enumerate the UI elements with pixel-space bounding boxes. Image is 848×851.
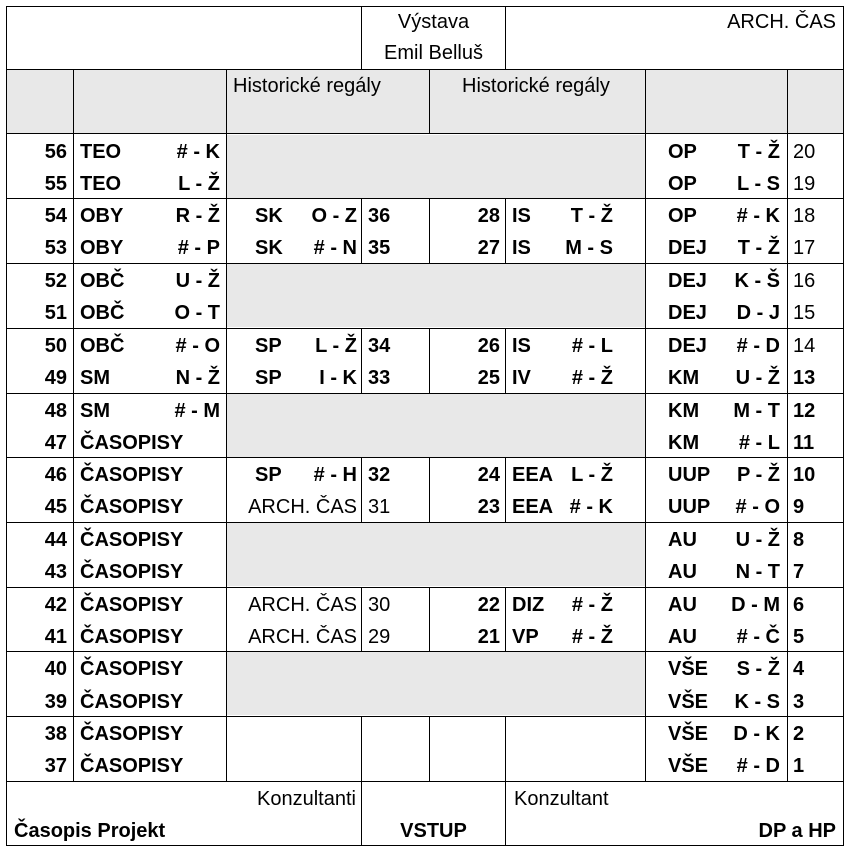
shelf-label-left: ČASOPISY <box>80 432 184 454</box>
shelf-range-inner: # - Ž <box>571 594 613 616</box>
shelf-range-mid: L - Ž <box>315 335 357 357</box>
shelf-range-inner: T - Ž <box>570 205 613 227</box>
table-row <box>0 722 848 748</box>
table-row <box>0 236 848 262</box>
shelf-range-right: U - Ž <box>735 529 780 551</box>
shelf-number-inner: 24 <box>477 464 500 486</box>
shelf-range-inner: # - Ž <box>571 626 613 648</box>
shelf-label-left: OBČ <box>80 302 125 324</box>
casopis-projekt-label: Časopis Projekt <box>14 820 166 842</box>
exhibit-title-line2: Emil Belluš <box>384 42 483 64</box>
shelf-label-inner: DIZ <box>512 594 545 616</box>
shelf-number-right: 20 <box>793 141 816 163</box>
grid-line <box>6 393 844 394</box>
shelf-range-inner: M - S <box>565 237 613 259</box>
shelf-number-left: 54 <box>44 205 67 227</box>
shelf-label-mid: SP <box>255 335 282 357</box>
shelf-range-right: N - T <box>735 561 780 583</box>
shelf-range-mid: I - K <box>319 367 357 389</box>
shelf-range-left: O - T <box>174 302 220 324</box>
shelf-number-left: 44 <box>44 529 67 551</box>
grid-line <box>6 263 844 264</box>
shelf-number-inner: 25 <box>477 367 500 389</box>
consultant-label: Konzultant <box>514 788 609 810</box>
table-row <box>0 625 848 651</box>
grid-line <box>6 198 844 199</box>
shelf-label-inner: EEA <box>512 496 554 518</box>
shelf-label-left: ČASOPISY <box>80 594 184 616</box>
shelf-number-left: 40 <box>44 658 67 680</box>
shelf-label-left: ČASOPISY <box>80 626 184 648</box>
shelf-label-mid: SK <box>255 205 283 227</box>
shelf-range-right: K - Š <box>734 270 780 292</box>
shelf-label-right: VŠE <box>668 691 709 713</box>
shelf-number-right: 8 <box>793 529 805 551</box>
table-row <box>0 560 848 586</box>
shelf-label-right: AU <box>668 626 697 648</box>
shelf-label-right: VŠE <box>668 723 709 745</box>
shelf-range-right: U - Ž <box>735 367 780 389</box>
grid-line <box>6 328 844 329</box>
table-row <box>0 172 848 198</box>
grid-line <box>6 6 844 7</box>
shelf-number-right: 2 <box>793 723 805 745</box>
table-row <box>0 754 848 780</box>
shelf-number-mid: 36 <box>368 205 391 227</box>
shelf-range-inner: # - L <box>571 335 613 357</box>
shelf-range-right: # - D <box>736 335 780 357</box>
shelf-number-right: 1 <box>793 755 805 777</box>
shelf-number-right: 17 <box>793 237 816 259</box>
shelf-number-left: 55 <box>44 173 67 195</box>
shelf-number-inner: 28 <box>477 205 500 227</box>
shelf-number-left: 47 <box>44 432 67 454</box>
shelf-label-left: ČASOPISY <box>80 755 184 777</box>
grid-line <box>6 457 844 458</box>
historic-shelves-left: Historické regály <box>233 75 381 97</box>
shelf-label-mid: SP <box>255 464 282 486</box>
shelf-label-right: KM <box>668 367 700 389</box>
shelf-range-left: L - Ž <box>178 173 220 195</box>
shelf-number-right: 7 <box>793 561 805 583</box>
table-row <box>0 463 848 489</box>
shelf-label-left: ČASOPISY <box>80 561 184 583</box>
shelf-number-mid: 30 <box>368 594 391 616</box>
shelf-range-right: S - Ž <box>736 658 780 680</box>
grid-line <box>6 69 844 70</box>
grid-line <box>6 587 844 588</box>
shelf-number-right: 11 <box>793 432 815 454</box>
shelf-label-mid: ARCH. ČAS <box>248 496 357 518</box>
shelf-range-left: # - P <box>177 237 220 259</box>
shelf-number-inner: 21 <box>477 626 500 648</box>
shelf-range-right: K - S <box>734 691 780 713</box>
shelf-label-right: DEJ <box>668 237 707 259</box>
table-row <box>0 334 848 360</box>
shelf-label-right: DEJ <box>668 335 707 357</box>
shelf-number-mid: 34 <box>368 335 391 357</box>
shelf-label-right: AU <box>668 529 697 551</box>
shelf-number-left: 38 <box>44 723 67 745</box>
shelf-range-mid: O - Z <box>311 205 357 227</box>
shelf-label-right: OP <box>668 205 697 227</box>
shelf-range-right: D - K <box>733 723 780 745</box>
shelf-number-mid: 29 <box>368 626 391 648</box>
shelf-range-right: P - Ž <box>737 464 780 486</box>
shelf-label-mid: SP <box>255 367 282 389</box>
shelf-number-right: 16 <box>793 270 816 292</box>
grid-line <box>6 781 844 782</box>
shelf-number-right: 9 <box>793 496 805 518</box>
shelf-range-left: # - O <box>175 335 220 357</box>
table-row <box>0 366 848 392</box>
subheader-shade <box>7 70 843 133</box>
shelf-range-right: L - S <box>737 173 780 195</box>
shelf-number-left: 43 <box>44 561 67 583</box>
shelf-label-left: ČASOPISY <box>80 691 184 713</box>
shelf-number-left: 45 <box>44 496 67 518</box>
shelf-label-left: TEO <box>80 173 122 195</box>
grid-line <box>6 716 844 717</box>
shelf-label-inner: IS <box>512 335 531 357</box>
grid-line <box>6 6 7 846</box>
shelf-label-left: OBČ <box>80 335 125 357</box>
shelf-number-right: 10 <box>793 464 816 486</box>
shelf-number-left: 49 <box>44 367 67 389</box>
shelf-label-right: OP <box>668 173 697 195</box>
grid-line <box>429 69 430 134</box>
table-row <box>0 301 848 327</box>
shelf-range-inner: # - K <box>569 496 613 518</box>
shelf-number-right: 3 <box>793 691 805 713</box>
shelf-number-left: 37 <box>44 755 67 777</box>
shelf-label-right: DEJ <box>668 270 707 292</box>
shelf-label-right: VŠE <box>668 755 709 777</box>
exhibit-title-line1: Výstava <box>397 11 470 33</box>
shelf-label-right: VŠE <box>668 658 709 680</box>
grid-line <box>6 651 844 652</box>
table-row <box>0 269 848 295</box>
shelf-range-left: # - M <box>174 400 220 422</box>
table-row <box>0 399 848 425</box>
shelf-label-inner: EEA <box>512 464 554 486</box>
shelf-number-left: 42 <box>44 594 67 616</box>
shelf-range-right: # - K <box>736 205 780 227</box>
shelf-range-right: M - T <box>733 400 780 422</box>
shelf-number-inner: 27 <box>477 237 500 259</box>
shelf-number-left: 48 <box>44 400 67 422</box>
shelf-label-right: KM <box>668 432 700 454</box>
table-row <box>0 431 848 457</box>
shelf-number-right: 12 <box>793 400 816 422</box>
shelf-label-right: OP <box>668 141 697 163</box>
shelf-label-inner: IV <box>512 367 531 389</box>
shelf-label-left: ČASOPISY <box>80 723 184 745</box>
shelf-label-left: ČASOPISY <box>80 529 184 551</box>
shelf-range-right: # - L <box>738 432 780 454</box>
shelf-range-left: N - Ž <box>175 367 220 389</box>
arch-cas-header: ARCH. ČAS <box>727 11 836 33</box>
shelf-number-left: 39 <box>44 691 67 713</box>
shelf-number-mid: 31 <box>368 496 391 518</box>
shelf-label-right: DEJ <box>668 302 707 324</box>
shelf-number-left: 46 <box>44 464 67 486</box>
shelf-number-inner: 23 <box>477 496 500 518</box>
shelf-number-left: 50 <box>44 335 67 357</box>
table-row <box>0 690 848 716</box>
shelf-number-right: 15 <box>793 302 816 324</box>
table-row <box>0 657 848 683</box>
shelf-number-inner: 22 <box>477 594 500 616</box>
shelf-range-right: # - D <box>736 755 780 777</box>
table-row <box>0 140 848 166</box>
grid-line <box>6 845 844 846</box>
shelf-number-right: 18 <box>793 205 816 227</box>
shelf-label-inner: IS <box>512 237 531 259</box>
shelf-number-inner: 26 <box>477 335 500 357</box>
shelf-label-left: SM <box>80 367 110 389</box>
shelf-range-right: # - O <box>735 496 780 518</box>
shelf-label-mid: ARCH. ČAS <box>248 626 357 648</box>
shelf-label-left: TEO <box>80 141 122 163</box>
shelf-label-right: UUP <box>668 464 711 486</box>
shelf-range-left: U - Ž <box>175 270 220 292</box>
shelf-number-right: 19 <box>793 173 816 195</box>
shelf-label-inner: VP <box>512 626 539 648</box>
shelf-range-right: T - Ž <box>737 141 780 163</box>
shelf-number-left: 41 <box>44 626 67 648</box>
shelf-label-inner: IS <box>512 205 531 227</box>
shelf-number-mid: 33 <box>368 367 391 389</box>
shelf-number-right: 5 <box>793 626 805 648</box>
shelf-range-inner: # - Ž <box>571 367 613 389</box>
shelf-range-right: D - J <box>736 302 780 324</box>
shelf-range-left: # - K <box>176 141 220 163</box>
consultants-label: Konzultanti <box>257 788 356 810</box>
shelf-label-right: KM <box>668 400 700 422</box>
shelf-label-left: ČASOPISY <box>80 464 184 486</box>
shelf-number-right: 6 <box>793 594 805 616</box>
shelf-label-right: AU <box>668 594 697 616</box>
shelf-range-right: T - Ž <box>737 237 780 259</box>
table-row <box>0 593 848 619</box>
shelf-range-mid: # - H <box>313 464 357 486</box>
shelf-range-right: D - M <box>731 594 780 616</box>
shelf-number-left: 56 <box>44 141 67 163</box>
shelf-label-left: ČASOPISY <box>80 496 184 518</box>
shelf-range-left: R - Ž <box>175 205 220 227</box>
shelf-label-mid: SK <box>255 237 283 259</box>
shelf-number-left: 51 <box>44 302 67 324</box>
grid-line <box>843 6 844 846</box>
dp-hp-label: DP a HP <box>758 820 836 842</box>
shelf-number-right: 13 <box>793 367 816 389</box>
shelf-label-left: SM <box>80 400 110 422</box>
entrance-label: VSTUP <box>400 820 467 842</box>
shelf-number-right: 4 <box>793 658 805 680</box>
shelf-label-left: OBY <box>80 205 124 227</box>
shelf-label-right: UUP <box>668 496 711 518</box>
grid-line <box>6 522 844 523</box>
shelf-label-left: ČASOPISY <box>80 658 184 680</box>
shelf-range-inner: L - Ž <box>571 464 613 486</box>
shelf-range-mid: # - N <box>313 237 357 259</box>
shelf-label-right: AU <box>668 561 697 583</box>
shelf-number-right: 14 <box>793 335 816 357</box>
table-row <box>0 495 848 521</box>
table-row <box>0 528 848 554</box>
historic-shelves-right: Historické regály <box>462 75 610 97</box>
table-row <box>0 204 848 230</box>
shelf-range-right: # - Č <box>736 626 780 648</box>
shelf-label-left: OBY <box>80 237 124 259</box>
grid-line <box>6 133 844 134</box>
shelf-number-left: 52 <box>44 270 67 292</box>
shelf-label-left: OBČ <box>80 270 125 292</box>
shelf-label-mid: ARCH. ČAS <box>248 594 357 616</box>
shelf-number-mid: 35 <box>368 237 391 259</box>
shelf-number-left: 53 <box>44 237 67 259</box>
shelf-number-mid: 32 <box>368 464 391 486</box>
